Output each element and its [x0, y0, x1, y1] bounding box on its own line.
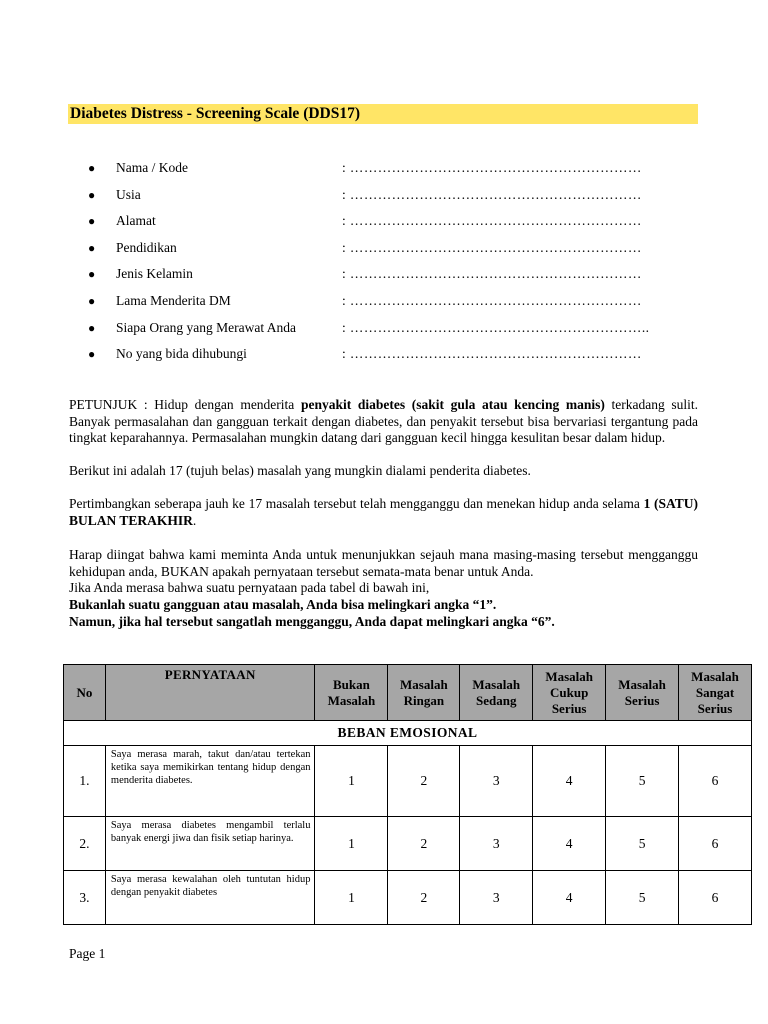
row-number: 1.	[64, 746, 106, 817]
option-1[interactable]: 1	[315, 817, 388, 871]
header-no: No	[64, 665, 106, 721]
header-masalah-cukup-serius: Masalah Cukup Serius	[533, 665, 606, 721]
field-label: Jenis Kelamin	[116, 266, 193, 282]
header-masalah-ringan: Masalah Ringan	[388, 665, 460, 721]
option-3[interactable]: 3	[460, 746, 533, 817]
bullet-icon: ●	[88, 293, 96, 308]
instruction-bold: 1 (SATU) BULAN TERAKHIR	[69, 496, 698, 528]
instruction-paragraph-2	[69, 496, 698, 529]
header-masalah-serius: Masalah Serius	[606, 665, 679, 721]
option-6[interactable]: 6	[679, 871, 752, 925]
instruction-text: Pertimbangkan seberapa jauh ke 17 masalah tersebut telah mengganggu dan menekan hidup anda selama	[69, 496, 644, 511]
field-label: No yang bida dihubungi	[116, 346, 247, 362]
option-5[interactable]: 5	[606, 817, 679, 871]
option-4[interactable]: 4	[533, 871, 606, 925]
instruction-paragraph-1b: Berikut ini adalah 17 (tujuh belas) masalah yang mungkin dialami penderita diabetes.	[69, 463, 531, 478]
identity-fields	[88, 158, 708, 371]
header-masalah-sangat-serius: Masalah Sangat Serius	[679, 665, 752, 721]
option-1[interactable]: 1	[315, 871, 388, 925]
header-masalah-sedang: Masalah Sedang	[460, 665, 533, 721]
table-row	[64, 871, 752, 925]
section-row	[64, 721, 752, 746]
field-blank: : ………………………………………………………	[342, 239, 642, 255]
row-statement: Saya merasa diabetes mengambil terlalu banyak energi jiwa dan fisik setiap harinya.	[105, 817, 315, 871]
field-label: Nama / Kode	[116, 160, 188, 175]
option-2[interactable]: 2	[388, 871, 460, 925]
field-no-telepon	[88, 344, 708, 371]
field-label: Pendidikan	[116, 239, 177, 255]
dds-questionnaire-table	[63, 664, 752, 925]
row-statement: Saya merasa marah, takut dan/atau tertekan ketika saya memikirkan tentang hidup dengan menderita diabetes.	[105, 746, 315, 817]
option-2[interactable]: 2	[388, 817, 460, 871]
bullet-icon: ●	[88, 347, 96, 362]
bullet-icon: ●	[88, 161, 96, 175]
field-label: Usia	[116, 186, 141, 202]
instruction-rule-1: Bukanlah suatu gangguan atau masalah, Anda bisa melingkari angka “1”.	[69, 597, 497, 612]
row-number: 2.	[64, 817, 106, 871]
field-lama-menderita	[88, 291, 708, 318]
option-6[interactable]: 6	[679, 817, 752, 871]
bullet-icon: ●	[88, 320, 96, 335]
bullet-icon: ●	[88, 267, 96, 282]
bullet-icon: ●	[88, 214, 96, 229]
field-perawat	[88, 318, 708, 345]
field-pendidikan	[88, 238, 708, 265]
field-blank: : ………………………………………………………	[342, 266, 642, 282]
header-bukan-masalah: Bukan Masalah	[315, 665, 388, 721]
row-statement: Saya merasa kewalahan oleh tuntutan hidup dengan penyakit diabetes	[105, 871, 315, 925]
option-5[interactable]: 5	[606, 871, 679, 925]
field-blank: : ………………………………………………………	[342, 186, 642, 202]
field-usia	[88, 185, 708, 212]
section-title: BEBAN EMOSIONAL	[64, 721, 752, 746]
field-blank: : ………………………………………………………	[342, 213, 642, 229]
page-number: Page 1	[69, 946, 106, 961]
field-label: Alamat	[116, 213, 156, 229]
field-blank: : ………………………………………………………	[342, 346, 642, 362]
field-nama	[88, 158, 708, 185]
page-title: Diabetes Distress - Screening Scale (DDS17)	[68, 104, 698, 124]
instruction-bold: penyakit diabetes (sakit gula atau kencing manis)	[300, 397, 605, 412]
instruction-paragraph-3b: Jika Anda merasa bahwa suatu pernyataan pada tabel di bawah ini,	[69, 580, 430, 595]
instruction-text: terkadang sulit. Banyak permasalahan dan gangguan terkait dengan diabetes, dan penyakit tersebut bisa bervariasi tergantung pada tingkat keparahannya. Permasalahan mungkin datang dari gangguan kecil hingga kesulitan besar dalam hidup.	[69, 397, 699, 446]
header-statement: PERNYATAAN	[105, 665, 315, 721]
field-label: Lama Menderita DM	[116, 292, 231, 308]
instruction-paragraph-1	[69, 397, 698, 447]
option-4[interactable]: 4	[533, 817, 606, 871]
option-2[interactable]: 2	[388, 746, 460, 817]
bullet-icon: ●	[88, 240, 96, 255]
field-jenis-kelamin	[88, 264, 708, 291]
row-number: 3.	[64, 871, 106, 925]
field-label: Siapa Orang yang Merawat Anda	[116, 319, 296, 335]
table-row	[64, 746, 752, 817]
instruction-text: PETUNJUK : Hidup dengan menderita	[69, 397, 301, 412]
option-1[interactable]: 1	[315, 746, 388, 817]
field-blank: : ………………………………………………………	[342, 292, 642, 308]
option-4[interactable]: 4	[533, 746, 606, 817]
option-3[interactable]: 3	[460, 817, 533, 871]
field-blank: : ………………………………………………………..	[342, 319, 650, 335]
instruction-rule-2: Namun, jika hal tersebut sangatlah mengganggu, Anda dapat melingkari angka “6”.	[69, 614, 555, 629]
bullet-icon: ●	[88, 187, 96, 202]
instruction-text: .	[192, 512, 197, 528]
instruction-paragraph-3: Harap diingat bahwa kami meminta Anda untuk menunjukkan sejauh mana masing-masing tersebut mengganggu kehidupan anda, BUKAN apakah pernyataan tersebut semata-mata benar untuk Anda.	[69, 547, 698, 579]
option-5[interactable]: 5	[606, 746, 679, 817]
table-header-row	[64, 665, 752, 721]
field-blank: : ………………………………………………………	[342, 160, 642, 175]
field-alamat	[88, 211, 708, 238]
table-row	[64, 817, 752, 871]
option-3[interactable]: 3	[460, 871, 533, 925]
option-6[interactable]: 6	[679, 746, 752, 817]
